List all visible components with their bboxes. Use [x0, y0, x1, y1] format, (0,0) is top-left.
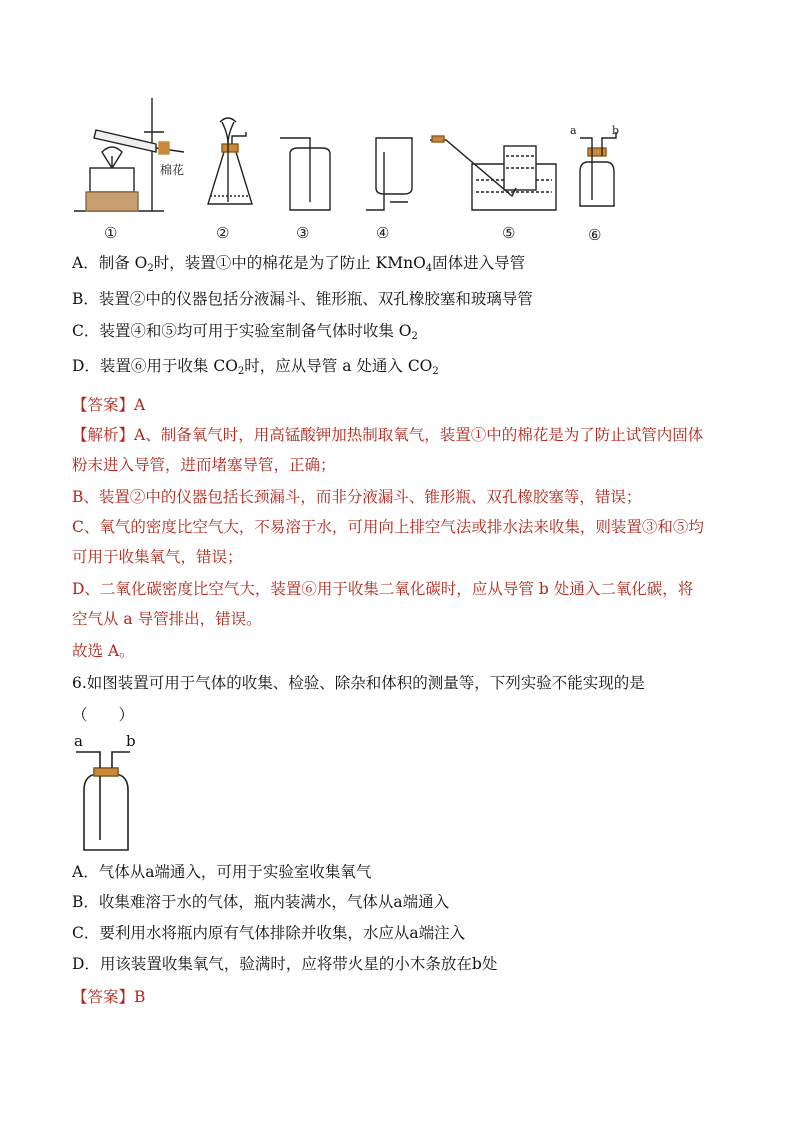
apparatus-6-washing-bottle: [580, 132, 616, 206]
tube-b-label: b: [612, 124, 620, 137]
cotton-label: 棉花: [160, 163, 185, 177]
tube-a-label: a: [570, 124, 577, 137]
q5-analysis-line-1: 【解析】A、制备氧气时，用高锰酸钾加热制取氧气，装置①中的棉花是为了防止试管内固体: [72, 426, 704, 444]
q5-analysis-line-7: 空气从 a 导管排出，错误。: [72, 610, 262, 628]
short-tube-b: [112, 752, 130, 768]
q5-option-b: B．装置②中的仪器包括分液漏斗、锥形瓶、双孔橡胶塞和玻璃导管: [72, 290, 533, 308]
apparatus-figure: [66, 92, 626, 244]
apparatus-1-heating-setup: [74, 98, 184, 211]
q5-analysis-line-2: 粉末进入导管，进而堵塞导管，正确；: [72, 456, 336, 474]
label-4: ④: [376, 224, 390, 242]
label-2: ②: [216, 224, 230, 242]
q5-option-c: C．装置④和⑤均可用于实验室制备气体时收集 $O_2$: [72, 322, 418, 342]
apparatus-2-conical-flask: [208, 118, 252, 204]
label-5: ⑤: [502, 224, 516, 242]
q5-option-a: A．制备 $O_2$时，装置①中的棉花是为了防止 KMnO$_4$固体进入导管: [72, 254, 526, 274]
q6-option-b: B．收集难溶于水的气体，瓶内装满水，气体从a端通入: [72, 893, 450, 911]
q6-stem: 6.如图装置可用于气体的收集、检验、除杂和体积的测量等，下列实验不能实现的是: [72, 674, 645, 692]
q6-option-c: C．要利用水将瓶内原有气体排除并收集，水应从a端注入: [72, 924, 466, 942]
q5-analysis-line-4: C、氧气的密度比空气大，不易溶于水，可用向上排空气法或排水法来收集，则装置③和⑤均: [72, 518, 704, 536]
q5-option-d: D．装置⑥用于收集 $CO_2$时，应从导管 a 处通入 $CO_2$: [72, 357, 439, 377]
q5-analysis-line-5: 可用于收集氧气，错误；: [72, 548, 243, 566]
bottle-label-a: a: [74, 732, 83, 750]
bottle-label-b: b: [126, 732, 136, 750]
q5-answer: 【答案】A: [72, 396, 146, 414]
q6-paren: （ ）: [72, 706, 135, 724]
q6-option-d: D．用该装置收集氧气，验满时，应将带火星的小木条放在b处: [72, 955, 498, 973]
apparatus-3-gas-jar: [280, 138, 330, 210]
q6-answer: 【答案】B: [72, 988, 146, 1006]
apparatus-5-water-trough: [430, 136, 556, 210]
rubber-stopper: [94, 768, 118, 776]
q5-analysis-line-6: D、二氧化碳密度比空气大，装置⑥用于收集二氧化碳时，应从导管 b 处通入二氧化碳，将: [72, 580, 694, 598]
long-tube-a: [76, 752, 100, 840]
label-1: ①: [104, 224, 118, 242]
apparatus-4-inverted-jar: [366, 138, 412, 210]
bottle-body: [84, 774, 128, 850]
gas-washing-bottle-figure: [70, 730, 160, 854]
label-6: ⑥: [588, 226, 602, 244]
q6-option-a: A．气体从a端通入，可用于实验室收集氧气: [72, 863, 372, 881]
label-3: ③: [296, 224, 310, 242]
q5-analysis-line-3: B、装置②中的仪器包括长颈漏斗，而非分液漏斗、锥形瓶、双孔橡胶塞等，错误；: [72, 488, 642, 506]
q5-analysis-conclusion: 故选 A。: [72, 642, 135, 660]
